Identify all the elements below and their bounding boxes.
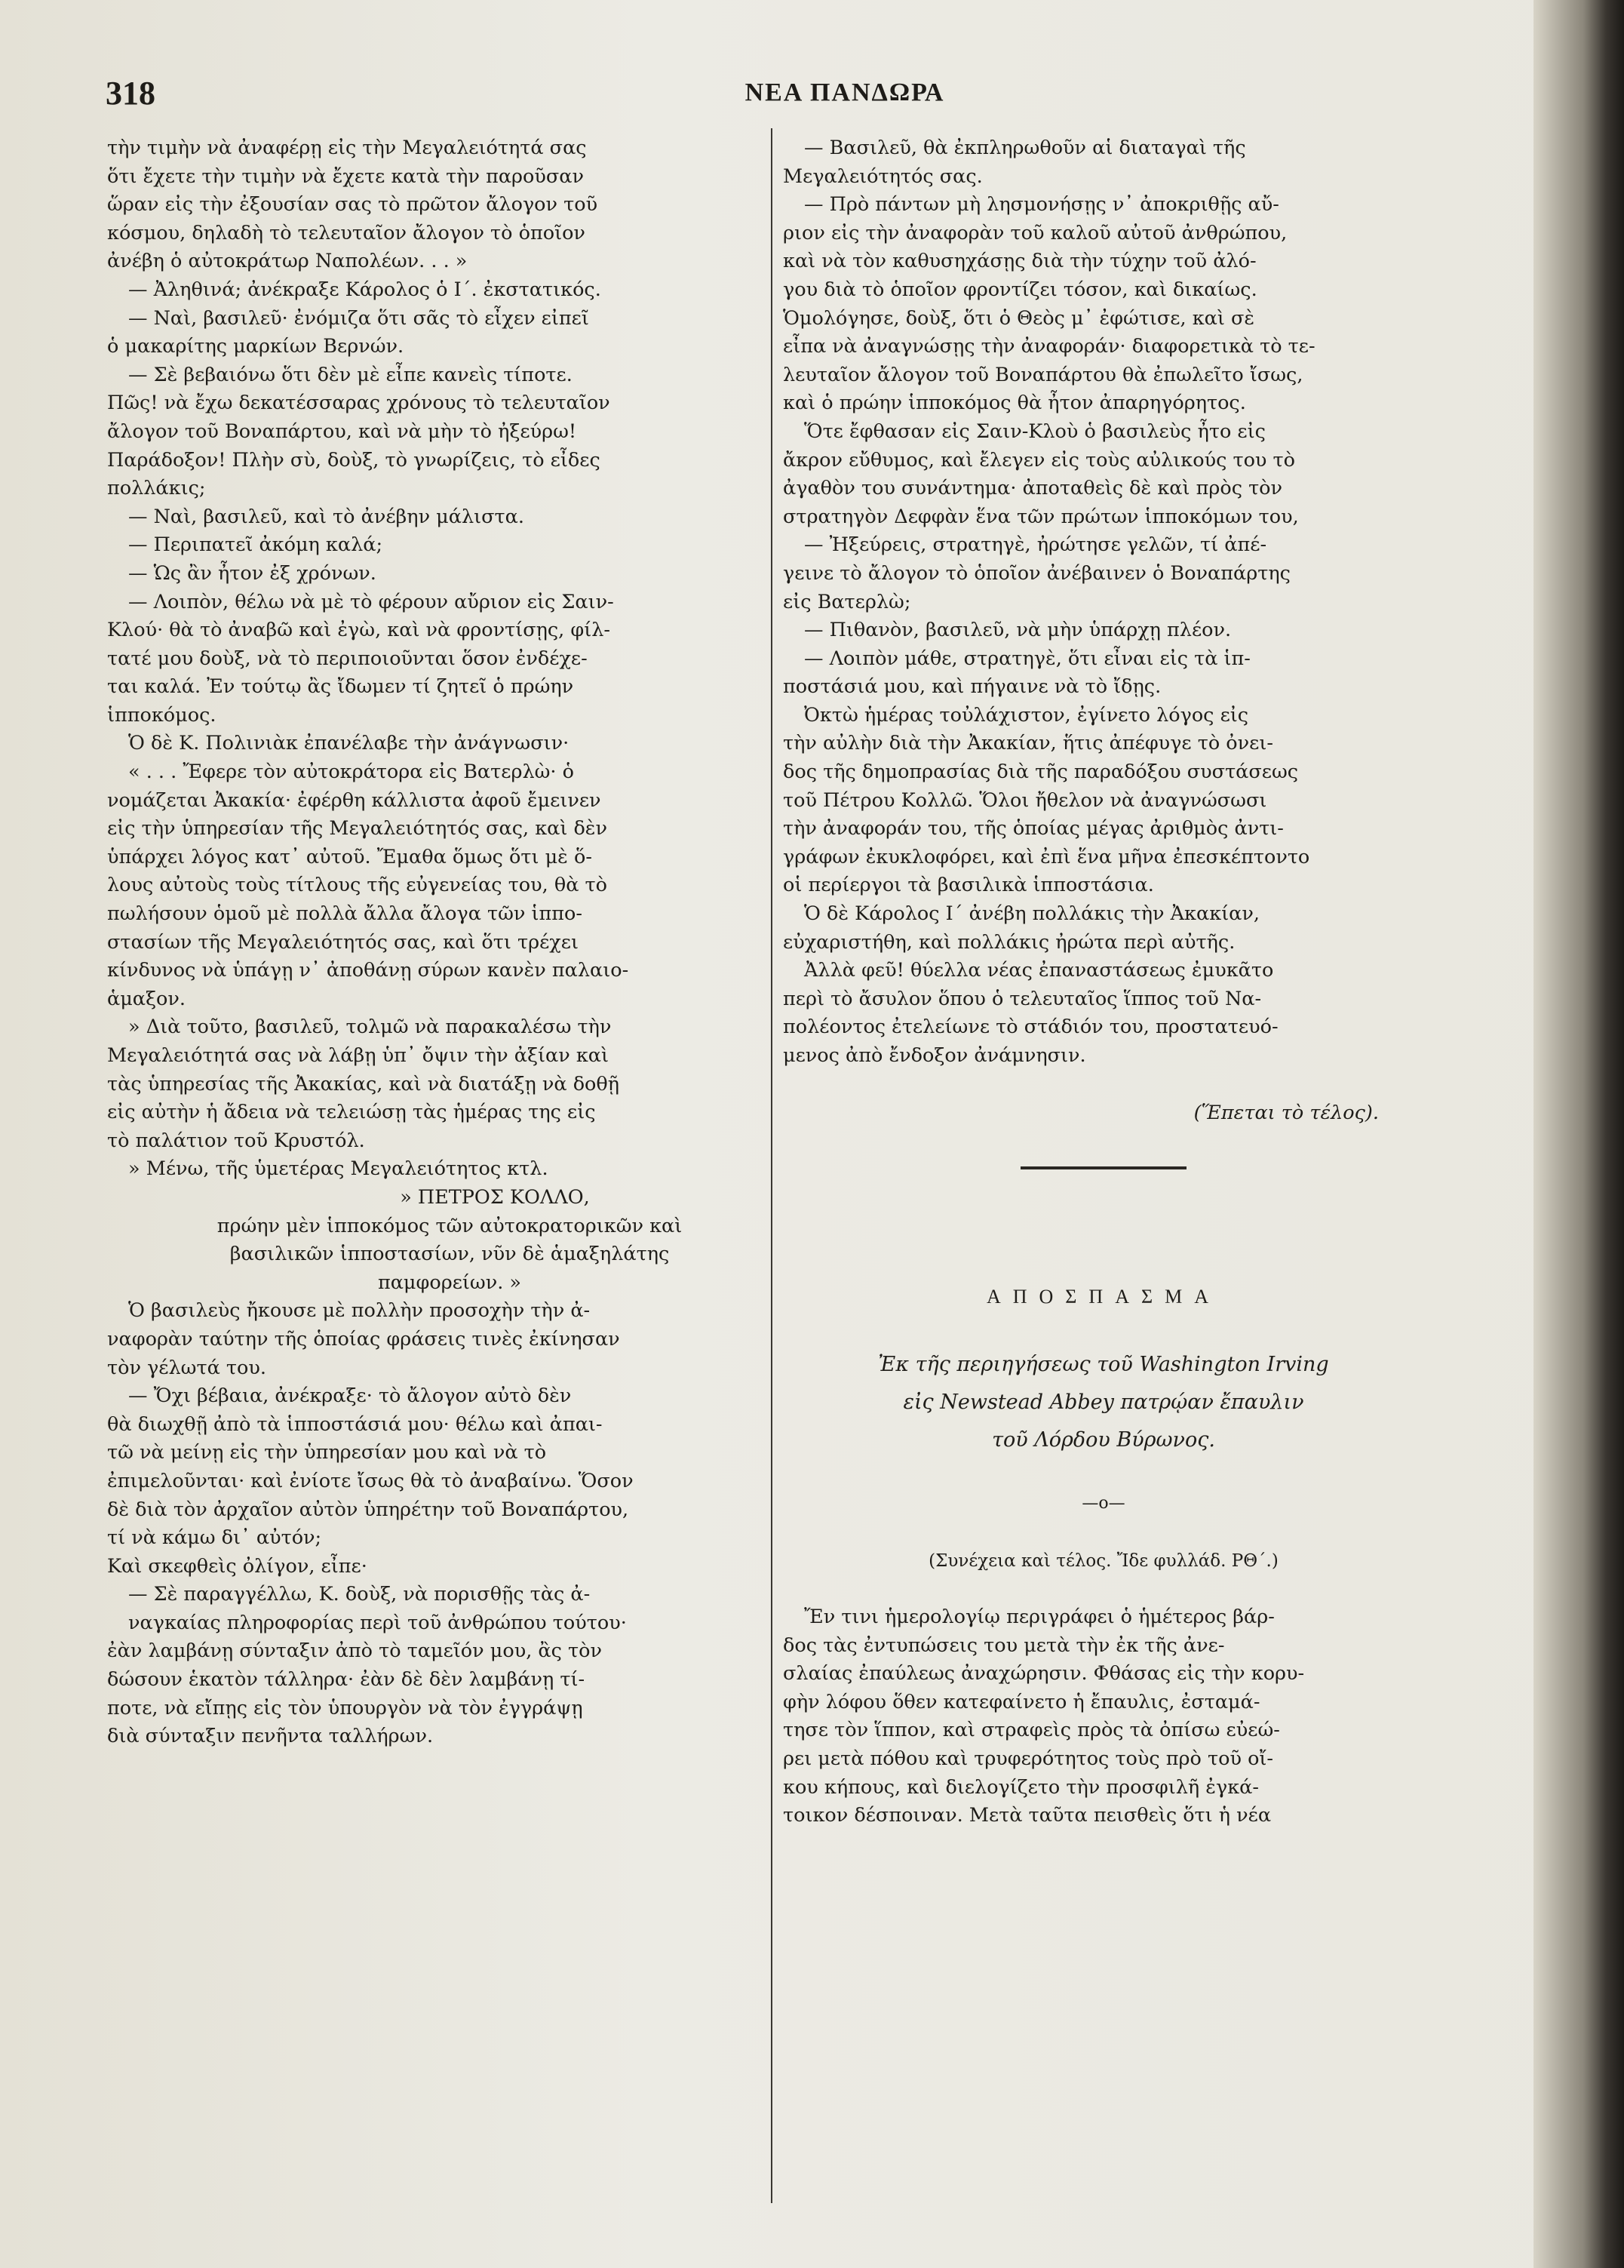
text-line: » ΠΕΤΡΟΣ ΚΟΛΛΟ, (400, 1185, 590, 1209)
section-title: ΑΠΟΣΠΑΣΜΑ (986, 1286, 1221, 1308)
text-line: — Ἀληθινά; ἀνέκραξε Κάρολος ὁ Ι΄. ἐκστατικός. (128, 278, 601, 301)
right-column-text (783, 134, 1424, 1071)
text-line: νομάζεται Ἀκακία· ἐφέρθη κάλλιστα ἀφοῦ ἔμεινεν (107, 788, 601, 812)
text-line: Ὁ δὲ Κάρολος Ι΄ ἀνέβη πολλάκις τὴν Ἀκακίαν, (804, 902, 1260, 926)
text-line: ἄλογον τοῦ Βοναπάρτου, καὶ νὰ μὴν τὸ ἠξεύρω! (107, 419, 577, 443)
text-line: ποστάσιά μου, καὶ πήγαινε νὰ τὸ ἴδῃς. (783, 675, 1162, 699)
text-line: Ἔν τινι ἡμερολογίῳ περιγράφει ὁ ἡμέτερος βάρ- (804, 1605, 1275, 1628)
text-line: τῶ νὰ μείνῃ εἰς τὴν ὑπηρεσίαν μου καὶ νὰ τὸ (107, 1441, 547, 1464)
text-line: εἰς Βατερλὼ; (783, 590, 911, 613)
text-line: Μεγαλειότητός σας. (783, 164, 983, 188)
text-line: πωλήσουν ὁμοῦ μὲ πολλὰ ἄλλα ἄλογα τῶν ἱππο- (107, 902, 583, 926)
text-line: κου κήπους, καὶ διελογίζετο τὴν προσφιλῆ ἐγκά- (783, 1775, 1259, 1799)
text-line: ὥραν εἰς τὴν ἐξουσίαν σας τὸ πρῶτον ἄλογον τοῦ (107, 193, 598, 217)
text-line: ρει μετὰ πόθου καὶ τρυφερότητος τοὺς πρὸ τοῦ οἴ- (783, 1747, 1274, 1770)
text-line: κόσμου, δηλαδὴ τὸ τελευταῖον ἄλογον τὸ ὁποῖον (107, 221, 585, 244)
text-line: οἱ περίεργοι τὰ βασιλικὰ ἱπποστάσια. (783, 874, 1154, 897)
text-line: — Ὡς ἂν ἦτον ἐξ χρόνων. (128, 561, 376, 585)
to-be-continued-note: (Ἕπεται τὸ τέλος). (1193, 1101, 1379, 1124)
text-line: — Ναὶ, βασιλεῦ, καὶ τὸ ἀνέβην μάλιστα. (128, 505, 524, 528)
text-line: ναφορὰν ταύτην τῆς ὁποίας φράσεις τινὲς ἐκίνησαν (107, 1327, 620, 1351)
text-line: ὅτι ἔχετε τὴν τιμὴν νὰ ἔχετε κατὰ τὴν παροῦσαν (107, 164, 585, 188)
section-separator-rule (1021, 1166, 1187, 1169)
text-line: ἁμαξον. (107, 987, 186, 1010)
text-line: ἀνέβη ὁ αὐτοκράτωρ Ναπολέων. . . » (107, 250, 468, 273)
text-line: τατέ μου δοὺξ, νὰ τὸ περιποιοῦνται ὅσον ἐνδέχε- (107, 647, 588, 670)
text-line: σλαίας ἐπαύλεως ἀναχώρησιν. Φθάσας εἰς τὴν κορυ- (783, 1662, 1305, 1686)
text-line: — Σὲ παραγγέλλω, Κ. δοὺξ, νὰ πορισθῇς τὰς ἀ- (128, 1583, 591, 1606)
text-line: — Ὄχι βέβαια, ἀνέκραξε· τὸ ἄλογον αὐτὸ δὲν (128, 1384, 572, 1408)
text-line: — Πρὸ πάντων μὴ λησμονήσῃς ν᾽ ἀποκριθῇς αὔ- (804, 193, 1279, 217)
continuation-note: (Συνέχεια καὶ τέλος. Ἴδε φυλλάδ. ΡΘ΄.) (929, 1551, 1279, 1572)
text-line: Μεγαλειότητά σας νὰ λάβῃ ὑπ᾽ ὄψιν τὴν ἀξίαν καὶ (107, 1044, 609, 1067)
text-line: τὴν ἀναφοράν του, τῆς ὁποίας μέγας ἀριθμὸς ἀντι- (783, 817, 1284, 841)
text-line: — Λοιπὸν μάθε, στρατηγὲ, ὅτι εἶναι εἰς τὰ ἱπ- (804, 647, 1251, 670)
text-line: εὐχαριστήθη, καὶ πολλάκις ἠρώτα περὶ αὐτῆς. (783, 930, 1236, 954)
text-line: πρώην μὲν ἱπποκόμος τῶν αὐτοκρατορικῶν καὶ (216, 1214, 683, 1237)
text-line: ριον εἰς τὴν ἀναφορὰν τοῦ καλοῦ αὐτοῦ ἀνθρώπου, (783, 221, 1288, 244)
text-line: Καὶ σκεφθεὶς ὀλίγον, εἶπε· (107, 1554, 367, 1578)
text-line: βασιλικῶν ἱπποστασίων, νῦν δὲ ἁμαξηλάτης (229, 1243, 670, 1266)
text-line: « . . . Ἔφερε τὸν αὐτοκράτορα εἰς Βατερλὼ· ὁ (128, 761, 574, 784)
text-line: λους αὐτοὺς τοὺς τίτλους τῆς εὐγενείας του, θὰ τὸ (107, 874, 607, 897)
text-line: — Βασιλεῦ, θὰ ἐκπληρωθοῦν αἱ διαταγαὶ τῆς (804, 137, 1246, 159)
text-line: στασίων τῆς Μεγαλειότητός σας, καὶ ὅτι τρέχει (107, 930, 579, 954)
text-line: ἐπιμελοῦνται· καὶ ἐνίοτε ἴσως θὰ τὸ ἀναβαίνω. Ὅσον (107, 1469, 634, 1492)
text-line: ὑπάρχει λόγος κατ᾽ αὐτοῦ. Ἔμαθα ὅμως ὅτι μὲ ὅ- (107, 845, 592, 868)
text-line: γου διὰ τὸ ὁποῖον φροντίζει τόσον, καὶ δικαίως. (783, 278, 1257, 301)
text-line: στρατηγὸν Δεφφὰν ἕνα τῶν πρώτων ἱπποκόμων του, (783, 505, 1299, 528)
text-line: Κλού· θὰ τὸ ἀναβῶ καὶ ἐγὼ, καὶ νὰ φροντίσῃς, φίλ- (107, 619, 610, 642)
subtitle-line-1: Ἐκ τῆς περιηγήσεως τοῦ Washington Irving (878, 1352, 1329, 1376)
text-line: » Μένω, τῆς ὑμετέρας Μεγαλειότητος κτλ. (128, 1157, 548, 1181)
text-line: — Σὲ βεβαιόνω ὅτι δὲν μὲ εἶπε κανεὶς τίποτε. (128, 363, 573, 386)
text-line: — Πιθανὸν, βασιλεῦ, νὰ μὴν ὑπάρχῃ πλέον. (804, 619, 1232, 642)
text-line: — Ναὶ, βασιλεῦ· ἐνόμιζα ὅτι σᾶς τὸ εἶχεν εἰπεῖ (128, 306, 589, 330)
text-line: ποτε, νὰ εἴπῃς εἰς τὸν ὑπουργὸν νὰ τὸν ἐγγράψῃ (107, 1696, 583, 1719)
text-line: τὸν γέλωτά του. (107, 1356, 266, 1379)
text-line: Ὁ δὲ Κ. Πολινιὰκ ἐπανέλαβε τὴν ἀνάγνωσιν· (128, 732, 569, 755)
text-line: εἰς αὐτὴν ἡ ἄδεια νὰ τελειώσῃ τὰς ἡμέρας της εἰς (107, 1101, 596, 1124)
text-line: ἄκρον εὔθυμος, καὶ ἔλεγεν εἰς τοὺς αὐλικούς του τὸ (783, 448, 1295, 472)
text-line: περὶ τὸ ἄσυλον ὅπου ὁ τελευταῖος ἵππος τοῦ Να- (783, 987, 1262, 1010)
article-text (783, 1603, 1424, 1830)
subtitle-line-3: τοῦ Λόρδου Βύρωνος. (992, 1427, 1215, 1452)
text-line: Ὅτε ἔφθασαν εἰς Σαιν-Κλοὺ ὁ βασιλεὺς ἦτο εἰς (804, 419, 1266, 443)
text-line: δὲ διὰ τὸν ἀρχαῖον αὐτὸν ὑπηρέτην τοῦ Βοναπάρτου, (107, 1498, 629, 1521)
left-column (107, 134, 792, 1751)
text-line: δος τὰς ἐντυπώσεις του μετὰ τὴν ἐκ τῆς ἀνε- (783, 1633, 1225, 1657)
text-line: θὰ διωχθῇ ἀπὸ τὰ ἱπποστάσιά μου· θέλω καὶ ἀπαι- (107, 1412, 603, 1436)
text-line: τοῦ Πέτρου Κολλῶ. Ὅλοι ἤθελον νὰ ἀναγνώσωσι (783, 788, 1267, 812)
text-line: ἀγαθὸν του συνάντημα· ἀποταθεὶς δὲ καὶ πρὸς τὸν (783, 477, 1283, 500)
text-line: ἐὰν λαμβάνῃ σύνταξιν ἀπὸ τὸ ταμεῖόν μου, ἂς τὸν (107, 1640, 602, 1663)
text-line: καὶ ὁ πρώην ἱπποκόμος θὰ ἦτον ἀπαρηγόρητος. (783, 392, 1246, 415)
text-line: λευταῖον ἄλογον τοῦ Βοναπάρτου θὰ ἐπωλεῖτο ἴσως, (783, 363, 1303, 386)
right-column (783, 134, 1424, 1830)
text-line: καὶ νὰ τὸν καθυσηχάσῃς διὰ τὴν τύχην τοῦ ἀλό- (783, 250, 1257, 273)
page-binding-edge (1533, 0, 1624, 2268)
text-line: δώσουν ἑκατὸν τάλληρα· ἐὰν δὲ δὲν λαμβάνῃ τί- (107, 1668, 585, 1692)
text-line: τοικον δέσποιναν. Μετὰ ταῦτα πεισθεὶς ὅτι ἡ νέα (783, 1804, 1272, 1827)
text-line: Πῶς! νὰ ἔχω δεκατέσσαρας χρόνους τὸ τελευταῖον (107, 392, 610, 415)
page-number: 318 (106, 75, 155, 112)
text-line: τὸ παλάτιον τοῦ Κρυστόλ. (107, 1129, 365, 1152)
text-line: » Διὰ τοῦτο, βασιλεῦ, τολμῶ νὰ παρακαλέσω τὴν (128, 1016, 612, 1039)
small-ornament-rule: —o— (1082, 1493, 1125, 1513)
text-line: ται καλά. Ἐν τούτῳ ἂς ἴδωμεν τί ζητεῖ ὁ πρώην (107, 675, 574, 699)
text-line: τὰς ὑπηρεσίας τῆς Ἀκακίας, καὶ νὰ διατάξῃ νὰ δοθῇ (107, 1072, 620, 1096)
text-line: ἱπποκόμος. (107, 703, 216, 727)
text-line: ὁ μακαρίτης μαρκίων Βερνών. (107, 335, 404, 358)
text-line: ναγκαίας πληροφορίας περὶ τοῦ ἀνθρώπου τούτου· (128, 1611, 627, 1634)
text-line: Ὁμολόγησε, δοὺξ, ὅτι ὁ Θεὸς μ᾽ ἐφώτισε, καὶ σὲ (783, 306, 1255, 330)
page-header (106, 74, 1426, 119)
text-line: τὴν τιμὴν νὰ ἀναφέρῃ εἰς τὴν Μεγαλειότητά σας (107, 137, 587, 159)
text-line: Ὁ βασιλεὺς ἤκουσε μὲ πολλὴν προσοχὴν τὴν ἀ- (128, 1299, 591, 1323)
text-line: κίνδυνος νὰ ὑπάγῃ ν᾽ ἀποθάνῃ σύρων κανὲν παλαιο- (107, 959, 629, 982)
text-line: — Λοιπὸν, θέλω νὰ μὲ τὸ φέρουν αὔριον εἰς Σαιν- (128, 590, 614, 613)
journal-title: ΝΕΑ ΠΑΝΔΩΡΑ (744, 78, 945, 106)
text-line: γεινε τὸ ἄλογον τὸ ὁποῖον ἀνέβαινεν ὁ Βοναπάρτης (783, 561, 1291, 585)
text-line: πολλάκις; (107, 477, 206, 500)
text-line: πολέοντος ἐτελείωνε τὸ στάδιόν του, προστατευό- (783, 1016, 1279, 1039)
text-line: παμφορείων. » (377, 1271, 522, 1294)
text-line: Ὀκτὼ ἡμέρας τοὐλάχιστον, ἐγίνετο λόγος εἰς (804, 703, 1249, 727)
text-line: μενος ἀπὸ ἔνδοξον ἀνάμνησιν. (783, 1044, 1086, 1067)
text-line: τὴν αὐλὴν διὰ τὴν Ἀκακίαν, ἥτις ἀπέφυγε τὸ ὀνει- (783, 732, 1273, 755)
text-line: τί νὰ κάμω δι᾽ αὐτόν; (107, 1526, 322, 1550)
text-line: Παράδοξον! Πλὴν σὺ, δοὺξ, τὸ γνωρίζεις, τὸ εἶδες (107, 448, 600, 472)
text-line: — Περιπατεῖ ἀκόμη καλά; (128, 533, 383, 557)
text-line: γράφων ἐκυκλοφόρει, καὶ ἐπὶ ἕνα μῆνα ἐπεσκέπτοντο (783, 845, 1310, 868)
subtitle-line-2: εἰς Newstead Abbey πατρῴαν ἔπαυλιν (903, 1390, 1304, 1414)
text-line: Ἀλλὰ φεῦ! θύελλα νέας ἐπαναστάσεως ἐμυκᾶτο (804, 959, 1274, 982)
text-line: τησε τὸν ἵππον, καὶ στραφεὶς πρὸς τὰ ὀπίσω εὐεώ- (783, 1719, 1280, 1742)
text-line: εἰς τὴν ὑπηρεσίαν τῆς Μεγαλειότητός σας, καὶ δὲν (107, 817, 607, 841)
text-line: φὴν λόφου ὅθεν κατεφαίνετο ἡ ἔπαυλις, ἐσταμά- (783, 1690, 1260, 1713)
text-line: διὰ σύνταξιν πενῆντα ταλλήρων. (107, 1725, 434, 1748)
text-line: δος τῆς δημοπρασίας διὰ τῆς παραδόξου συστάσεως (783, 761, 1299, 784)
text-line: εἶπα νὰ ἀναγνώσῃς τὴν ἀναφοράν· διαφορετικὰ τὸ τε- (783, 335, 1315, 358)
text-line: — Ἠξεύρεις, στρατηγὲ, ἠρώτησε γελῶν, τί ἀπέ- (804, 533, 1267, 557)
